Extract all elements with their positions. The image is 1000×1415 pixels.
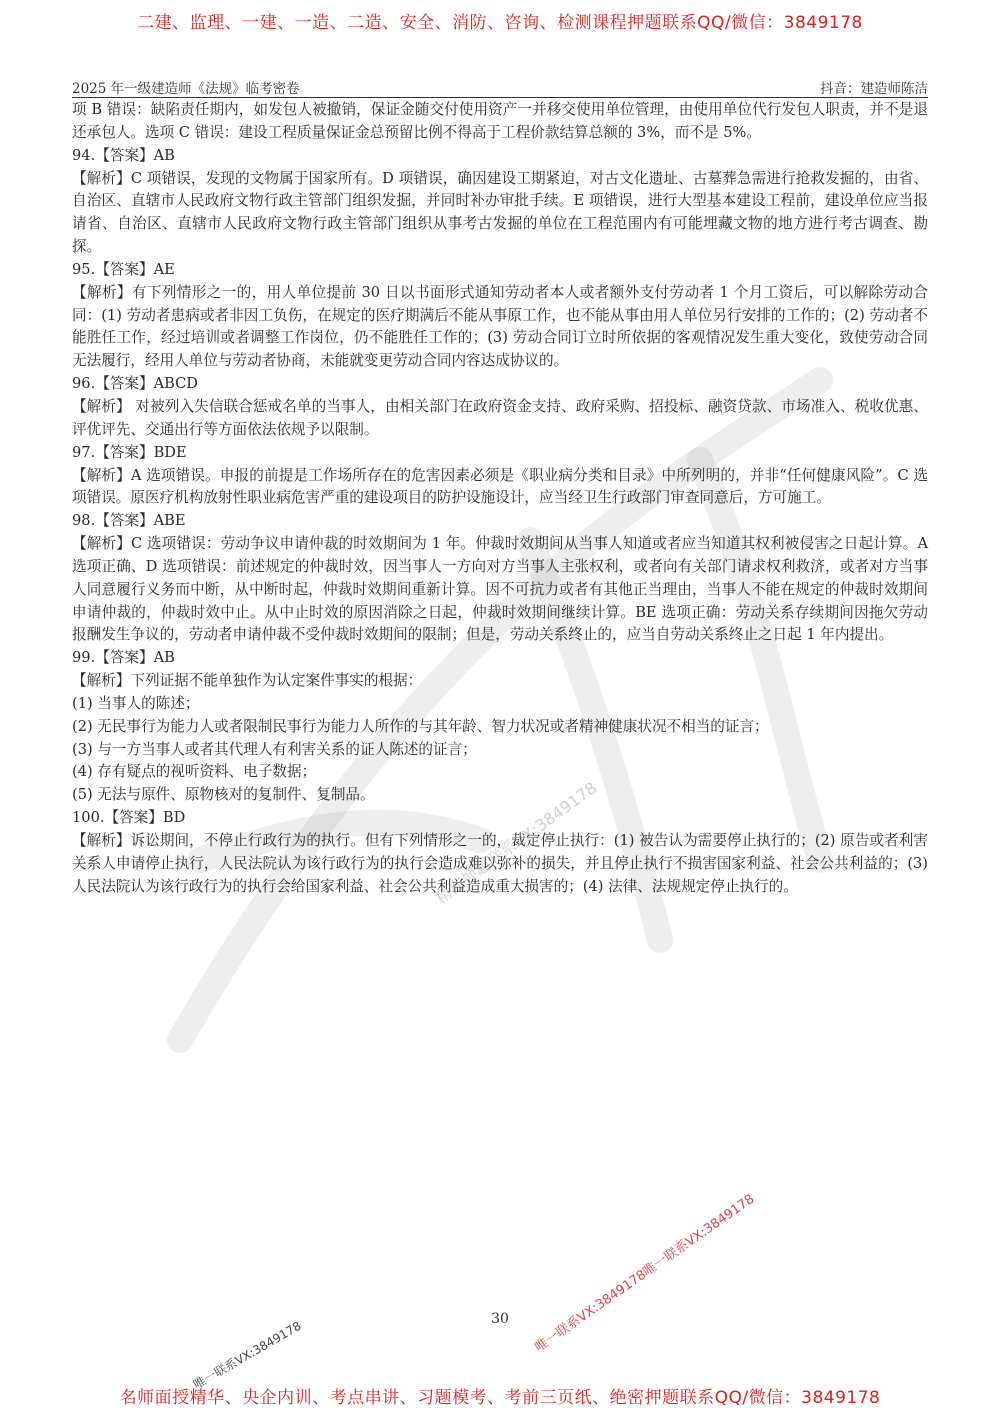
answer-line: 100.【答案】BD bbox=[72, 809, 186, 827]
analysis-paragraph: 【解析】A 选项错误。申报的前提是工作场所存在的危害因素必须是《职业病分类和目录》中所列明的，并非“任何健康风险”。C 选项错误。原医疗机构放射性职业病危害严重的建设项目的防护设施设计，应当经卫生行政部门审查同意后，方可施工。 bbox=[72, 466, 928, 507]
paragraph: 项 B 错误：缺陷责任期内，如发包人被撤销，保证金随交付使用资产一并移交使用单位管理，由使用单位代行发包人职责，并不是退还承包人。选项 C 错误：建设工程质量保证金总预留比例不得高于工程价款结算总额的 3%，而不是 5%。 bbox=[72, 101, 928, 141]
analysis-paragraph: 【解析】有下列情形之一的，用人单位提前 30 日以书面形式通知劳动者本人或者额外支付劳动者 1 个月工资后，可以解除劳动合同：(1) 劳动者患病或者非因工负伤，在规定的医疗期满后不能从事原工作，也不能从事由用人单位另行安排的工作的；(2) 劳动者不能胜任工作，经过培训或者调整工作岗位，仍不能胜任工作的；(3) 劳动合同订立时所依据的客观情况发生重大变化，致使劳动合同无法履行，经用人单位与劳动者协商，未能就变更劳动合同内容达成协议的。 bbox=[72, 283, 928, 370]
analysis-paragraph: 【解析】 对被列入失信联合惩戒名单的当事人，由相关部门在政府资金支持、政府采购、招投标、融资贷款、市场准入、税收优惠、评优评先、交通出行等方面依法依规予以限制。 bbox=[72, 397, 928, 438]
bottom-promo-banner: 名师面授精华、央企内训、考点串讲、习题模考、考前三页纸、绝密押题联系QQ/微信：3849178 bbox=[119, 1388, 881, 1408]
answer-line: 99.【答案】AB bbox=[72, 649, 175, 667]
diagonal-watermark-red: 唯一联系VX:3849178唯一联系VX:3849178 bbox=[532, 1191, 758, 1356]
answer-line: 98.【答案】ABE bbox=[72, 512, 186, 530]
answer-line: 94.【答案】AB bbox=[72, 146, 175, 164]
answer-line: 97.【答案】BDE bbox=[72, 443, 187, 461]
header-title: 2025 年一级建造师《法规》临考密卷 bbox=[72, 81, 300, 97]
analysis-paragraph: 【解析】下列证据不能单独作为认定案件事实的根据： bbox=[72, 672, 423, 690]
analysis-paragraph: 【解析】诉讼期间，不停止行政行为的执行。但有下列情形之一的，裁定停止执行：(1) 被告认为需要停止执行的；(2) 原告或者利害关系人申请停止执行，人民法院认为该行政行为的执行会造成难以弥补的损失，并且停止执行不损害国家利益、社会公共利益的；(3) 人民法院认为该行政行为的执行会给国家利益、社会公共利益造成重大损害的；(4) 法律、法规规定停止执行的。 bbox=[72, 832, 928, 895]
document-body bbox=[72, 99, 928, 899]
answer-line: 96.【答案】ABCD bbox=[72, 375, 198, 393]
page-header bbox=[72, 77, 928, 98]
list-item: (5) 无法与原件、原物核对的复制件、复制品。 bbox=[72, 786, 375, 804]
diagonal-watermark-corner: 唯一联系VX:3849178 bbox=[191, 1318, 304, 1392]
list-item: (1) 当事人的陈述； bbox=[72, 694, 200, 712]
page-number: 30 bbox=[491, 1311, 509, 1327]
top-promo-banner: 二建、监理、一建、一造、二造、安全、消防、咨询、检测课程押题联系QQ/微信：3849178 bbox=[137, 13, 863, 33]
analysis-paragraph: 【解析】C 选项错误：劳动争议申请仲裁的时效期间为 1 年。仲裁时效期间从当事人知道或者应当知道其权利被侵害之日起计算。A 选项正确、D 选项错误：前述规定的仲裁时效，因当事人一方向对方当事人主张权利，或者向有关部门请求权利救济，或者对方当事人同意履行义务而中断，从中断时起，仲裁时效期间重新计算。因不可抗力或者有其他正当理由，当事人不能在规定的仲裁时效期间申请仲裁的，仲裁时效中止。从中止时效的原因消除之日起，仲裁时效期间继续计算。BE 选项正确：劳动关系存续期间因拖欠劳动报酬发生争议的，劳动者申请仲裁不受仲裁时效期间的限制；但是，劳动关系终止的，应当自劳动关系终止之日起 1 年内提出。 bbox=[72, 535, 928, 644]
answer-line: 95.【答案】AE bbox=[72, 260, 175, 278]
list-item: (3) 与一方当事人或者其代理人有利害关系的证人陈述的证言； bbox=[72, 740, 477, 758]
list-item: (2) 无民事行为能力人或者限制民事行为能力人所作的与其年龄、智力状况或者精神健康状况不相当的证言； bbox=[72, 717, 769, 735]
header-author: 抖音：建造师陈洁 bbox=[820, 81, 928, 97]
center-watermark-text: 精准押题联系VX:3849178 bbox=[431, 778, 601, 908]
list-item: (4) 存有疑点的视听资料、电子数据； bbox=[72, 763, 317, 781]
analysis-paragraph: 【解析】C 项错误，发现的文物属于国家所有。D 项错误，确因建设工期紧迫，对古文化遗址、古墓葬急需进行抢救发掘的，由省、自治区、直辖市人民政府文物行政主管部门组织发掘，并同时补办审批手续。E 项错误，进行大型基本建设工程前，建设单位应当报请省、自治区、直辖市人民政府文物行政主管部门组织从事考古发掘的单位在工程范围内有可能埋藏文物的地方进行考古调查、勘探。 bbox=[72, 169, 928, 256]
